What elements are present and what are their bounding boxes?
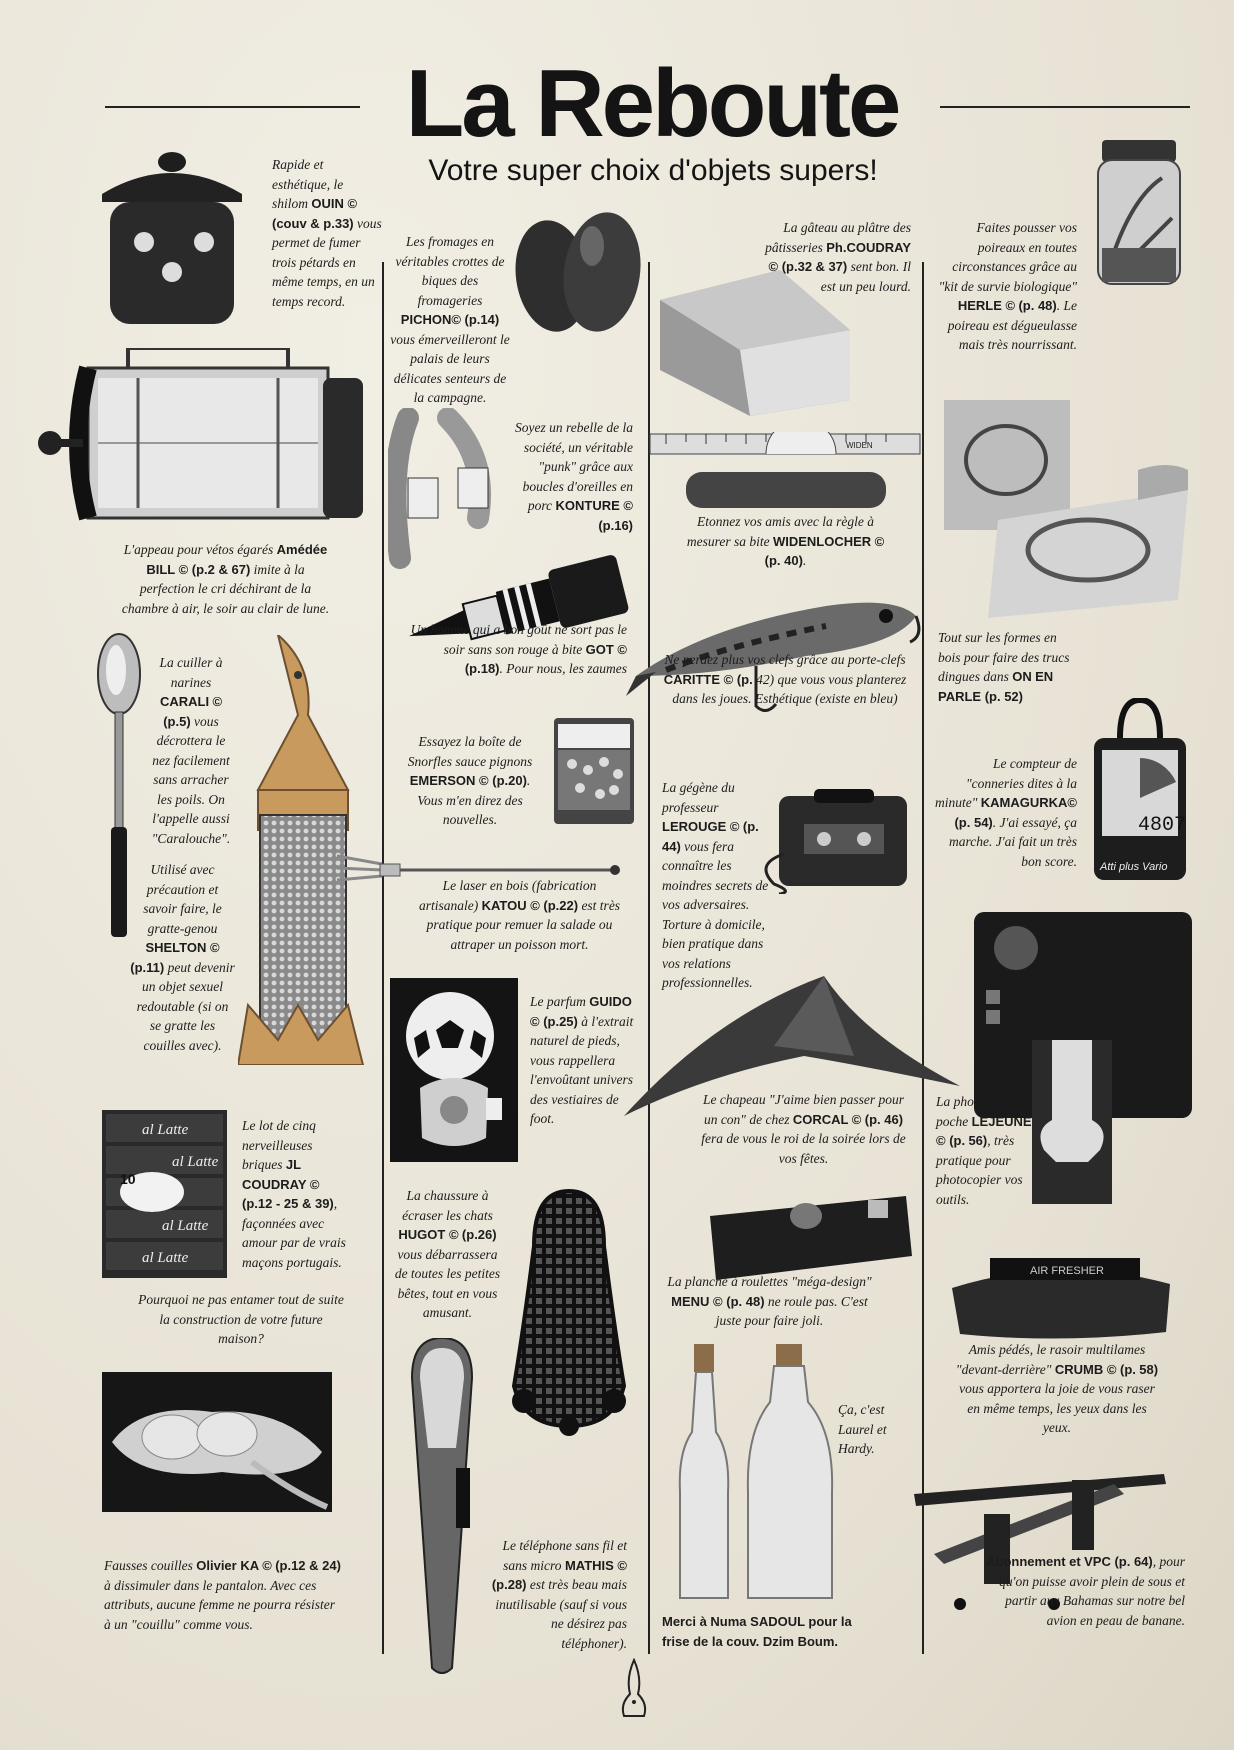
brick-label-2: al Latte [172,1154,219,1170]
counter-device-image [1090,698,1190,884]
soccer-perfume-image [390,978,518,1162]
page-subtitle: Votre super choix d'objets supers! [428,154,878,187]
caption-shelton: Utilisé avec précaution et savoir faire, le gratte-genou SHELTON © (p.11) peut devenir un objet sexuel redoutable (si on se gratte les couilles avec). [130,862,235,1053]
caption-caritte: Ne perdez plus vos clefs grâce au porte-clefs CARITTE © (p. 42) que vous vous planterez dans les joues. Esthétique (existe en bleu) [663,652,907,706]
caption-olivier-ka: Fausses couilles Olivier KA © (p.12 & 24) à dissimuler dans le pantalon. Avec ces attributs, aucune femme ne pourra résister à un "couillu" comme vous. [104,1558,341,1632]
caption-kamagurka: Le compteur de "conneries dites à la minute" KAMAGURKA© (p. 54). J'ai essayé, ça marche. J'ai fait un très bon score. [934,756,1077,869]
caption-coudray-ph: La gâteau au plâtre des pâtisseries Ph.COUDRAY © (p.32 & 37) sent bon. Il est un peu lourd. [765,220,911,294]
caption-corcal: Le chapeau "J'aime bien passer pour un con" de chez CORCAL © (p. 46) fera de vous le roi de la soirée lors de vos fêtes. [701,1092,906,1166]
bottles-image [670,1342,840,1604]
caption-konture: Soyez un rebelle de la société, un véritable "punk" grâce aux boucles d'oreilles en porc KONTURE © (p.16) [515,420,633,533]
caption-carali: La cuiller à narines CARALI © (p.5) vous décrottera le nez facilement sans arracher les poils. On l'appelle aussi "Caralouche". [151,655,231,846]
caption-ouin: Rapide et esthétique, le shilom OUIN © (couv & p.33) vous permet de fumer trois pétards en même temps, en un temps record. [272,157,382,309]
cordless-phone-image [392,1338,492,1680]
caption-pichon: Les fromages en véritables crottes de biques des fromageries PICHON© (p.14) vous émerveilleront le palais de leurs délicates senteurs de la campagne. [390,234,510,405]
press-pot-image [38,348,368,538]
column-divider-1 [382,262,384,1654]
caption-coudray-jl-2: Pourquoi ne pas entamer tout de suite la construction de votre future maison? [138,1292,344,1346]
title-rule-left [105,106,360,108]
brick-label-1: al Latte [142,1122,189,1138]
caption-widenlocher: Etonnez vos amis avec la règle à mesurer sa bite WIDENLOCHER © (p. 40). [686,514,885,568]
page-title: La Reboute [405,50,899,157]
caption-menu: La planche à roulettes "méga-design" MENU © (p. 48) ne roule pas. C'est juste pour faire joli. [667,1274,872,1328]
caption-laurel: Ça, c'est Laurel et Hardy. [838,1402,887,1456]
brick-label-3: al Latte [162,1218,209,1234]
generator-box-image [754,784,912,894]
fake-balls-image [102,1372,332,1512]
caption-abonnement: Abonnement et VPC (p. 64), pour qu'on puisse avoir plein de sous et partir aux Bahamas sur notre bel avion en peau de banane. [986,1554,1185,1628]
mascot-doodle-image [614,1658,654,1718]
ruler-image [646,432,924,514]
caption-hugot: La chaussure à écraser les chats HUGOT © (p.26) vous débarrassera de toutes les petites bêtes, tout en vous amusant. [394,1188,501,1320]
title-rule-right [940,106,1190,108]
caption-got: Un homme qui a bon goût ne sort pas le soir sans son rouge à bite GOT © (p.18). Pour nous, les zaumes [410,622,627,676]
cheese-image [512,206,647,338]
caption-bill: L'appeau pour vétos égarés Amédée BILL © (p.2 & 67) imite à la perfection le cri déchirant de la chambre à air, le soir au clair de lune. [121,542,330,616]
caption-lejeune: La photocopie de poche LEJEUNE © (p. 56), très pratique pour photocopier vos outils. [936,1094,1032,1207]
wooden-forms-image [938,400,1190,618]
shilom-pot-image [92,142,252,332]
shoe-sole-image [504,1186,634,1436]
caption-sadoul: Merci à Numa SADOUL pour la frise de la couv. Dzim Boum. [662,1614,852,1649]
leek-jar-image [1092,138,1186,288]
caption-guido: Le parfum GUIDO © (p.25) à l'extrait naturel de pieds, vous rappellera l'envoûtant univers des vestiaires de foot. [530,994,634,1126]
caption-crumb: Amis pédés, le rasoir multilames "devant-derrière" CRUMB © (p. 58) vous apportera la joie de vous raser en même temps, les yeux dans les yeux. [955,1342,1159,1435]
brick-label-4: al Latte [142,1250,189,1266]
caption-on-en-parle: Tout sur les formes en bois pour faire des trucs dingues dans ON EN PARLE (p. 52) [938,630,1070,704]
counter-display: 4807 [1138,814,1187,837]
caption-coudray-jl: Le lot de cinq nerveilleuses briques JL COUDRAY © (p.12 - 25 & 39), façonnées avec amour par de vrais maçons portugais. [242,1118,346,1270]
razor-brand: AIR FRESHER [1030,1265,1104,1277]
plaster-cake-image [660,270,860,416]
chocolate-bricks-image [102,1110,227,1278]
skateboard-image [706,1196,914,1284]
razor-image [950,1248,1172,1344]
brick-count: 10 [120,1171,136,1187]
caption-emerson: Essayez la boîte de Snorfles sauce pignons EMERSON © (p.20). Vous m'en direz des nouvelles. [407,734,533,827]
counter-brand: Atti plus Vario [1100,861,1168,873]
caption-mathis: Le téléphone sans fil et sans micro MATHIS © (p.28) est très beau mais inutilisable (sauf si vous ne désirez pas téléphoner). [491,1538,627,1651]
caption-katou: Le laser en bois (fabrication artisanale) KATOU © (p.22) est très pratique pour remuer la salade ou attraper un poisson mort. [418,878,621,952]
tin-can-image [552,714,636,828]
ruler-brand: WIDEN [846,441,873,450]
caption-herle: Faites pousser vos poireaux en toutes circonstances grâce au "kit de survie biologique" HERLE © (p. 48). Le poireau est dégueulasse mais très nourrissant. [938,220,1077,352]
caption-lerouge: La gégène du professeur LEROUGE © (p. 44) vous fera connaître les moindres secrets de vos adversaires. Torture à domicile, bien pratique dans vos relations professionnelles. [662,780,769,990]
